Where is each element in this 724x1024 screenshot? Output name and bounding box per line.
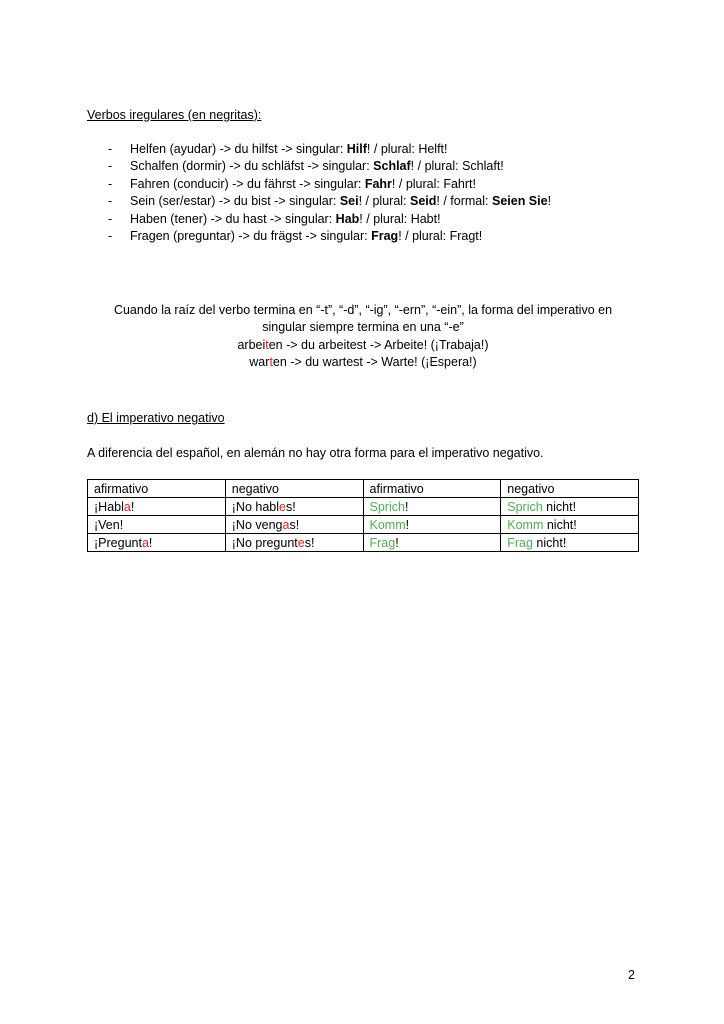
list-text: Sein (ser/estar) -> du bist -> singular: xyxy=(130,194,340,209)
example-text: war xyxy=(249,355,270,370)
irregular-form: Fahr xyxy=(364,176,392,191)
list-dash: - xyxy=(108,176,113,191)
table-cell: Komm! xyxy=(363,516,501,534)
german-verb: Komm xyxy=(507,517,544,532)
highlight-letter: a xyxy=(141,535,149,550)
rule-example xyxy=(87,337,639,354)
list-item xyxy=(87,228,647,245)
highlight-letter: a xyxy=(282,517,290,532)
list-text: ! / plural: Habt! xyxy=(359,211,441,226)
table-row xyxy=(88,516,639,534)
list-text: Helfen (ayudar) -> du hilfst -> singular: xyxy=(130,142,347,156)
table-cell: ¡No hables! xyxy=(225,498,363,516)
german-verb: Sprich xyxy=(507,499,543,514)
irregular-form: Seid xyxy=(410,194,437,209)
page-number: 2 xyxy=(628,968,635,982)
example-text: arbei xyxy=(237,337,266,352)
rule-example xyxy=(87,354,639,371)
german-verb: Sprich xyxy=(369,499,405,514)
table-header-cell: afirmativo xyxy=(88,480,226,498)
rule-line: Cuando la raíz del verbo termina en “-t”, “-d”, “-ig”, “-ern”, “-ein”, la forma del imperativo en xyxy=(113,303,613,317)
irregular-form: Hilf xyxy=(346,142,367,156)
table-cell: Komm nicht! xyxy=(501,516,639,534)
table-header-cell: negativo xyxy=(225,480,363,498)
list-text: Schalfen (dormir) -> du schläfst -> singular: xyxy=(130,159,374,174)
table-cell: Sprich! xyxy=(363,498,501,516)
example-text: en -> du wartest -> Warte! (¡Espera!) xyxy=(272,355,477,370)
list-text: ! / plural: Fragt! xyxy=(398,228,483,243)
table-cell: ¡Pregunta! xyxy=(88,534,226,552)
table-header-cell: negativo xyxy=(501,480,639,498)
table-row xyxy=(88,534,639,552)
highlight-letter: a xyxy=(123,499,131,514)
irregular-form: Sei xyxy=(339,194,359,209)
list-item xyxy=(87,158,647,175)
list-item xyxy=(87,141,647,158)
table-row xyxy=(88,498,639,516)
intro-paragraph: A diferencia del español, en alemán no hay otra forma para el imperativo negativo. xyxy=(87,446,544,460)
list-text: ! xyxy=(547,194,552,209)
list-item xyxy=(87,211,647,228)
list-item xyxy=(87,176,647,193)
list-text: ! / plural: xyxy=(358,194,410,209)
german-verb: Frag xyxy=(507,535,533,550)
list-text: ! / plural: Schlaft! xyxy=(410,159,504,174)
table-cell: ¡No preguntes! xyxy=(225,534,363,552)
german-verb: Komm xyxy=(369,517,406,532)
list-dash: - xyxy=(108,159,113,174)
list-text: ! / formal: xyxy=(436,194,492,209)
german-verb: Frag xyxy=(369,535,396,550)
list-dash: - xyxy=(108,228,113,243)
irregular-verbs-list xyxy=(87,141,647,245)
irregular-form: Schlaf xyxy=(373,159,411,174)
irregular-verbs-heading: Verbos iregulares (en negritas): xyxy=(87,108,262,122)
table-cell: ¡Habla! xyxy=(88,498,226,516)
list-item xyxy=(87,193,647,210)
highlight-letter: t xyxy=(269,355,273,370)
table-cell: ¡No vengas! xyxy=(225,516,363,534)
irregular-form: Frag xyxy=(371,228,399,243)
list-text: Fahren (conducir) -> du fährst -> singular: xyxy=(130,176,365,191)
imperative-table xyxy=(87,479,639,552)
list-text: ! / plural: Helft! xyxy=(366,142,448,156)
list-text: Haben (tener) -> du hast -> singular: xyxy=(130,211,336,226)
highlight-letter: e xyxy=(279,499,286,514)
list-text: ! / plural: Fahrt! xyxy=(391,176,476,191)
irregular-form: Seien Sie xyxy=(491,194,548,209)
table-header-row xyxy=(88,480,639,498)
list-dash: - xyxy=(108,142,113,156)
table-cell: Sprich nicht! xyxy=(501,498,639,516)
table-header-cell: afirmativo xyxy=(363,480,501,498)
list-dash: - xyxy=(108,194,113,209)
table-cell: ¡Ven! xyxy=(88,516,226,534)
rule-line: singular siempre termina en una “-e” xyxy=(262,320,464,335)
highlight-letter: t xyxy=(265,337,269,352)
irregular-form: Hab xyxy=(335,211,360,226)
example-text: en -> du arbeitest -> Arbeite! (¡Trabaja!) xyxy=(268,337,489,352)
stem-rule-block xyxy=(87,302,639,372)
list-text: Fragen (preguntar) -> du frägst -> singular: xyxy=(130,228,372,243)
list-dash: - xyxy=(108,211,113,226)
table-cell: Frag nicht! xyxy=(501,534,639,552)
negative-imperative-heading: d) El imperativo negativo xyxy=(87,411,225,425)
table-cell: Frag! xyxy=(363,534,501,552)
highlight-letter: e xyxy=(297,535,305,550)
